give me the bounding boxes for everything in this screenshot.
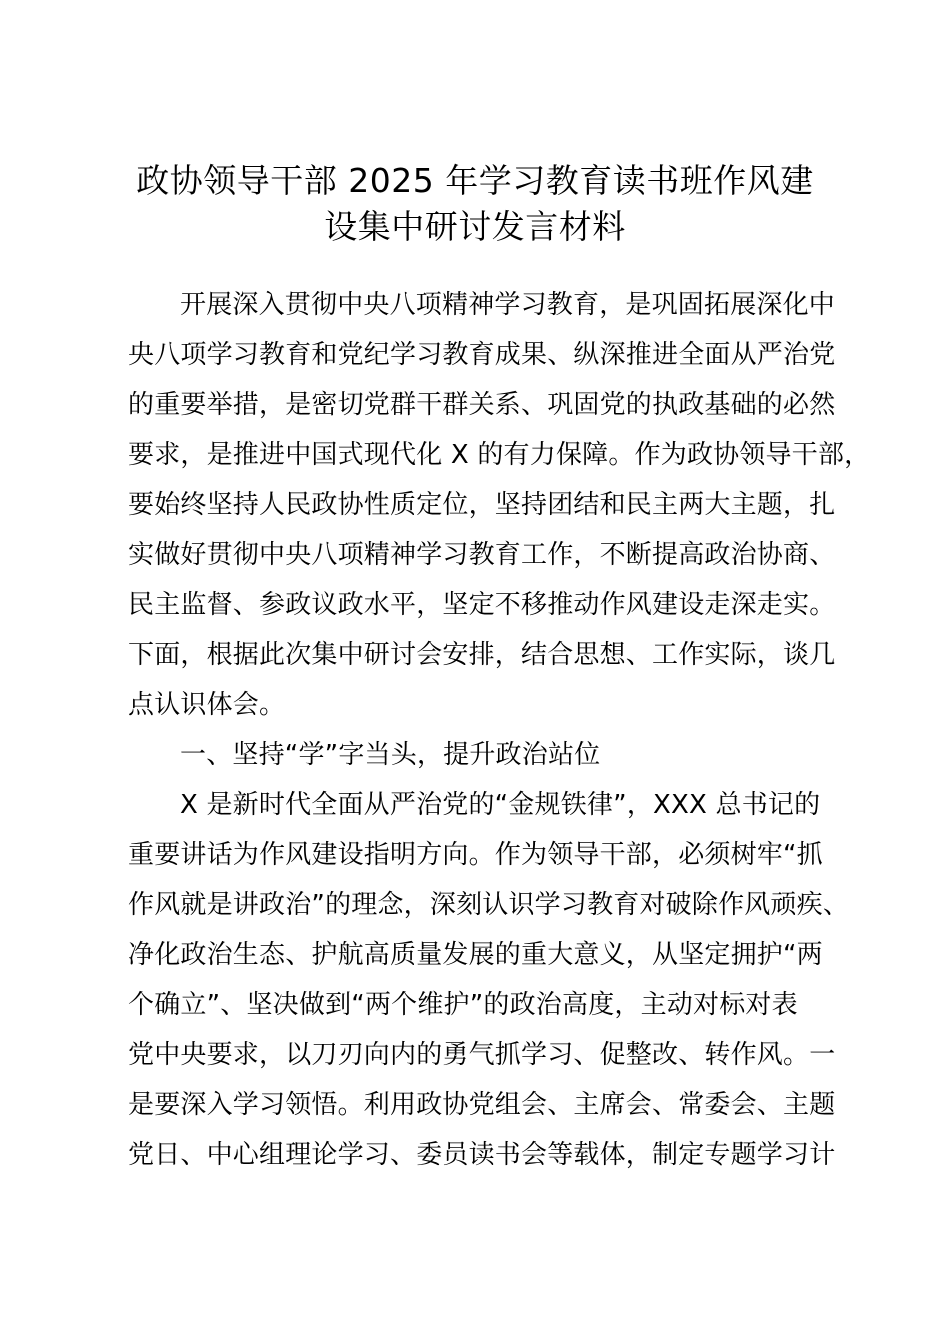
paragraph-2-line-2: 重要讲话为作风建设指明方向。作为领导干部，必须树牢“抓 [128, 840, 823, 870]
paragraph-2-line-3: 作风就是讲政治”的理念，深刻认识学习教育对破除作风顽疾、 [128, 890, 850, 920]
paragraph-1-line-3: 的重要举措，是密切党群干群关系、巩固党的执政基础的必然 [128, 390, 836, 420]
paragraph-1-line-9: 点认识体会。 [128, 690, 286, 720]
paragraph-1-line-2: 央八项学习教育和党纪学习教育成果、纵深推进全面从严治党 [128, 340, 836, 370]
paragraph-2-line-8: 党日、中心组理论学习、委员读书会等载体，制定专题学习计 [128, 1140, 836, 1170]
paragraph-1-line-6: 实做好贯彻中央八项精神学习教育工作，不断提高政治协商、 [128, 540, 836, 570]
paragraph-2-line-6: 党中央要求，以刀刃向内的勇气抓学习、促整改、转作风。一 [128, 1040, 836, 1070]
document-title-line-2: 设集中研讨发言材料 [324, 207, 626, 246]
document-title-line-1: 政协领导干部 2025 年学习教育读书班作风建 [136, 161, 814, 200]
paragraph-1-line-1: 开展深入贯彻中央八项精神学习教育，是巩固拓展深化中 [180, 290, 836, 320]
paragraph-2-line-4: 净化政治生态、护航高质量发展的重大意义，从坚定拥护“两 [128, 940, 823, 970]
paragraph-2-line-7: 是要深入学习领悟。利用政协党组会、主席会、常委会、主题 [128, 1090, 836, 1120]
section-heading-1: 一、坚持“学”字当头，提升政治站位 [180, 740, 601, 770]
paragraph-2-line-5: 个确立”、坚决做到“两个维护”的政治高度，主动对标对表 [128, 990, 798, 1020]
paragraph-1-line-7: 民主监督、参政议政水平，坚定不移推动作风建设走深走实。 [128, 590, 836, 620]
paragraph-1-line-4: 要求，是推进中国式现代化 X 的有力保障。作为政协领导干部， [128, 440, 871, 470]
paragraph-1-line-8: 下面，根据此次集中研讨会安排，结合思想、工作实际，谈几 [128, 640, 836, 670]
paragraph-1-line-5: 要始终坚持人民政协性质定位，坚持团结和民主两大主题，扎 [128, 490, 836, 520]
paragraph-2-line-1: X 是新时代全面从严治党的“金规铁律”，XXX 总书记的 [180, 790, 821, 820]
